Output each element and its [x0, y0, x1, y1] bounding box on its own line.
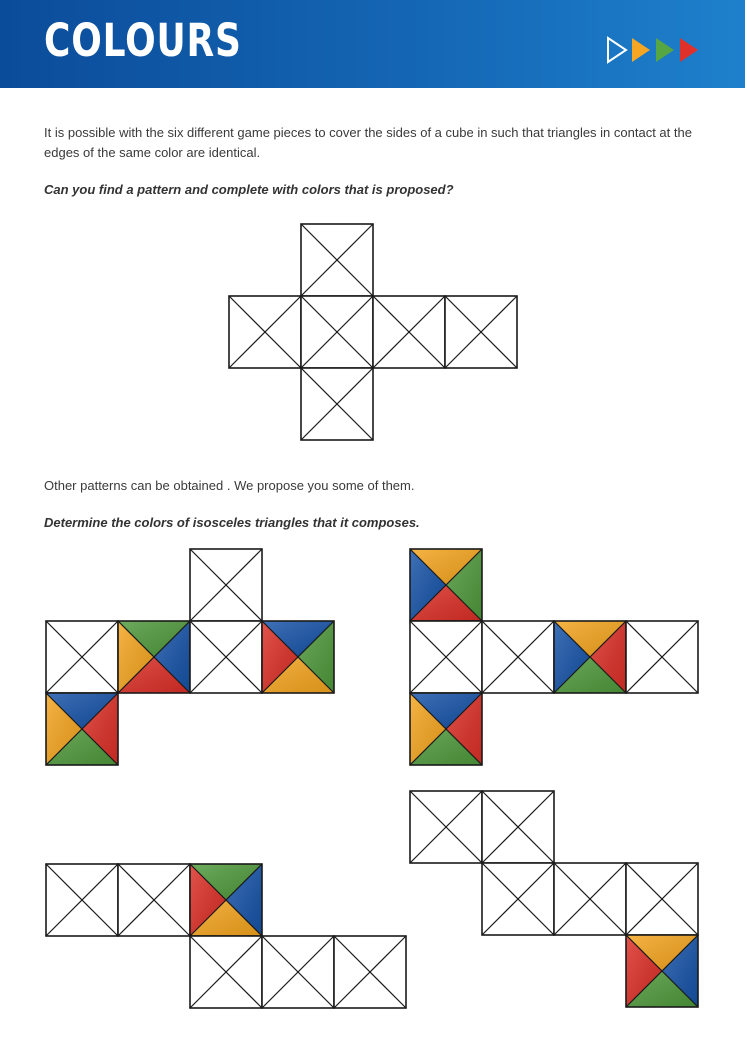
tile-diagonal [410, 549, 482, 621]
triangle-shading [410, 729, 482, 765]
blank-tile [301, 368, 373, 440]
tile-background [190, 621, 262, 693]
tile-diagonal [301, 296, 373, 368]
colored-tile [410, 693, 482, 765]
tile-border [301, 224, 373, 296]
tile-border [482, 863, 554, 935]
tile-diagonal [554, 863, 626, 935]
tile-diagonal [190, 864, 262, 936]
blank-tile [301, 224, 373, 296]
other-patterns-paragraph: Other patterns can be obtained . We propose you some of them. [44, 478, 415, 493]
triangle-bottom [410, 729, 482, 765]
colored-tile [46, 693, 118, 765]
arrow-icon-red [680, 38, 698, 62]
tile-border [190, 549, 262, 621]
tile-background [334, 936, 406, 1008]
tile-background [482, 621, 554, 693]
triangle-top [626, 935, 698, 971]
triangle-right [662, 935, 698, 1007]
tile-diagonal [482, 621, 554, 693]
tile-diagonal [190, 621, 262, 693]
tile-border [554, 863, 626, 935]
tile-diagonal [482, 621, 554, 693]
tile-diagonal [190, 549, 262, 621]
tile-border [46, 864, 118, 936]
tile-border [301, 296, 373, 368]
tile-border [626, 863, 698, 935]
tile-diagonal [118, 864, 190, 936]
tile-diagonal [410, 621, 482, 693]
net-pattern-3 [46, 864, 406, 1008]
tile-diagonal [626, 621, 698, 693]
net-pattern-2 [410, 549, 698, 765]
tile-diagonal [626, 935, 698, 1007]
tile-border [262, 936, 334, 1008]
arrow-icon-green [656, 38, 674, 62]
tile-diagonal [118, 621, 190, 693]
blank-tile [301, 296, 373, 368]
colored-tile [118, 621, 190, 693]
tile-diagonal [190, 621, 262, 693]
tile-diagonal [334, 936, 406, 1008]
colored-tile [410, 549, 482, 621]
tile-diagonal [229, 296, 301, 368]
colored-tile [554, 621, 626, 693]
net-pattern-1 [46, 549, 334, 765]
triangle-shading [626, 935, 662, 1007]
triangle-left [410, 693, 446, 765]
tile-diagonal [46, 864, 118, 936]
tile-border [373, 296, 445, 368]
tile-diagonal [46, 621, 118, 693]
triangle-left [46, 693, 82, 765]
triangle-shading [226, 864, 262, 936]
triangle-right [226, 864, 262, 936]
blank-tile [190, 936, 262, 1008]
play-arrows-logo [606, 35, 702, 65]
triangle-bottom [46, 729, 118, 765]
tile-background [190, 549, 262, 621]
tile-background [229, 296, 301, 368]
net-main [229, 224, 517, 440]
tile-border [554, 621, 626, 693]
tile-diagonal [626, 935, 698, 1007]
tile-diagonal [301, 368, 373, 440]
triangle-right [446, 693, 482, 765]
arrow-icon-orange [632, 38, 650, 62]
colored-tile [190, 864, 262, 936]
triangle-top [190, 864, 262, 900]
tile-diagonal [301, 224, 373, 296]
tile-background [118, 864, 190, 936]
tile-diagonal [410, 693, 482, 765]
intro-paragraph: It is possible with the six different game pieces to cover the sides of a cube in such that triangles in contact at the edges of the same color are identical. [44, 125, 692, 160]
tile-diagonal [554, 621, 626, 693]
tile-background [301, 224, 373, 296]
blank-tile [554, 863, 626, 935]
tile-border [229, 296, 301, 368]
tile-background [262, 936, 334, 1008]
blank-tile [626, 621, 698, 693]
triangle-bottom [554, 657, 626, 693]
triangle-shading [82, 693, 118, 765]
triangle-shading [410, 549, 446, 621]
tile-diagonal [445, 296, 517, 368]
triangle-right [446, 549, 482, 621]
triangle-right [154, 621, 190, 693]
tile-diagonal [190, 936, 262, 1008]
tile-diagonal [373, 296, 445, 368]
tile-background [190, 936, 262, 1008]
tile-diagonal [262, 936, 334, 1008]
blank-tile [118, 864, 190, 936]
blank-tile [482, 863, 554, 935]
tile-background [301, 296, 373, 368]
tile-background [445, 296, 517, 368]
tile-background [410, 621, 482, 693]
tile-diagonal [46, 693, 118, 765]
tile-background [46, 621, 118, 693]
triangle-shading [118, 621, 154, 693]
triangle-left [554, 621, 590, 693]
triangle-shading [298, 621, 334, 693]
blank-tile [410, 621, 482, 693]
tile-diagonal [482, 863, 554, 935]
tile-diagonal [626, 863, 698, 935]
tile-diagonal [482, 791, 554, 863]
tile-background [482, 791, 554, 863]
tile-border [190, 621, 262, 693]
triangle-shading [118, 657, 190, 693]
tile-border [482, 621, 554, 693]
blank-tile [190, 549, 262, 621]
tile-diagonal [482, 791, 554, 863]
tile-diagonal [46, 621, 118, 693]
triangle-right [82, 693, 118, 765]
arrow-icon-white [608, 38, 626, 62]
triangle-right [590, 621, 626, 693]
triangle-shading [262, 621, 298, 693]
triangle-shading [662, 935, 698, 1007]
tile-diagonal [410, 621, 482, 693]
tile-background [482, 863, 554, 935]
triangle-shading [46, 693, 118, 729]
triangle-top [410, 693, 482, 729]
triangle-shading [554, 621, 590, 693]
triangle-shading [554, 657, 626, 693]
blank-tile [190, 621, 262, 693]
blank-tile [46, 621, 118, 693]
triangle-shading [626, 971, 698, 1007]
tile-diagonal [554, 863, 626, 935]
tile-border [410, 791, 482, 863]
blank-tile [410, 791, 482, 863]
tile-diagonal [301, 368, 373, 440]
tile-diagonal [334, 936, 406, 1008]
tile-border [410, 549, 482, 621]
tile-border [410, 621, 482, 693]
blank-tile [482, 621, 554, 693]
triangle-shading [590, 621, 626, 693]
triangle-top [46, 693, 118, 729]
tile-diagonal [262, 621, 334, 693]
tile-diagonal [410, 549, 482, 621]
triangle-left [190, 864, 226, 936]
tile-diagonal [190, 549, 262, 621]
other-patterns-question: Determine the colors of isosceles triangles that it composes. [44, 515, 420, 530]
tile-diagonal [554, 621, 626, 693]
blank-tile [262, 936, 334, 1008]
triangle-shading [190, 864, 262, 900]
tile-background [554, 863, 626, 935]
tile-diagonal [229, 296, 301, 368]
tile-diagonal [301, 296, 373, 368]
triangle-left [118, 621, 154, 693]
tile-background [301, 368, 373, 440]
triangle-right [298, 621, 334, 693]
tile-diagonal [301, 224, 373, 296]
triangle-shading [410, 585, 482, 621]
blank-tile [334, 936, 406, 1008]
triangle-bottom [410, 585, 482, 621]
blank-tile [482, 791, 554, 863]
tile-diagonal [626, 863, 698, 935]
triangle-left [626, 935, 662, 1007]
tile-diagonal [373, 296, 445, 368]
blank-tile [445, 296, 517, 368]
triangle-top [118, 621, 190, 657]
triangle-shading [410, 693, 482, 729]
tile-border [190, 864, 262, 936]
triangle-shading [46, 729, 118, 765]
triangle-shading [446, 693, 482, 765]
tile-border [46, 693, 118, 765]
tile-border [118, 864, 190, 936]
triangle-shading [118, 621, 190, 657]
tile-border [262, 621, 334, 693]
triangle-left [410, 549, 446, 621]
tile-border [445, 296, 517, 368]
blank-tile [373, 296, 445, 368]
blank-tile [46, 864, 118, 936]
triangle-shading [46, 693, 82, 765]
triangle-shading [410, 549, 482, 585]
triangle-shading [626, 935, 698, 971]
triangle-bottom [262, 657, 334, 693]
triangle-top [262, 621, 334, 657]
colored-tile [262, 621, 334, 693]
colored-tile [626, 935, 698, 1007]
tile-diagonal [410, 791, 482, 863]
tile-background [410, 791, 482, 863]
blank-tile [626, 863, 698, 935]
tile-diagonal [445, 296, 517, 368]
intro-question: Can you find a pattern and complete with colors that is proposed? [44, 182, 454, 197]
triangle-shading [190, 900, 262, 936]
triangle-shading [190, 864, 226, 936]
tile-border [626, 935, 698, 1007]
tile-border [334, 936, 406, 1008]
tile-diagonal [190, 936, 262, 1008]
net-pattern-4 [410, 791, 698, 1007]
tile-diagonal [190, 864, 262, 936]
tile-diagonal [46, 864, 118, 936]
tile-diagonal [262, 936, 334, 1008]
triangle-bottom [118, 657, 190, 693]
tile-diagonal [482, 863, 554, 935]
tile-border [118, 621, 190, 693]
tile-border [482, 791, 554, 863]
tile-border [46, 621, 118, 693]
triangle-bottom [190, 900, 262, 936]
tile-background [373, 296, 445, 368]
tile-border [626, 621, 698, 693]
triangle-shading [154, 621, 190, 693]
tile-background [626, 621, 698, 693]
triangle-top [554, 621, 626, 657]
triangle-bottom [626, 971, 698, 1007]
triangle-shading [446, 549, 482, 621]
tile-diagonal [46, 693, 118, 765]
tile-border [190, 936, 262, 1008]
tile-diagonal [410, 693, 482, 765]
blank-tile [229, 296, 301, 368]
header-banner [0, 0, 745, 88]
tile-border [301, 368, 373, 440]
triangle-left [262, 621, 298, 693]
tile-background [46, 864, 118, 936]
triangle-top [410, 549, 482, 585]
triangle-shading [554, 621, 626, 657]
tile-border [410, 693, 482, 765]
triangle-shading [262, 621, 334, 657]
page-title: COLOURS [44, 14, 242, 67]
triangle-shading [410, 693, 446, 765]
triangle-shading [262, 657, 334, 693]
tile-diagonal [410, 791, 482, 863]
tile-background [626, 863, 698, 935]
tile-diagonal [626, 621, 698, 693]
tile-diagonal [118, 621, 190, 693]
tile-diagonal [118, 864, 190, 936]
tile-diagonal [262, 621, 334, 693]
